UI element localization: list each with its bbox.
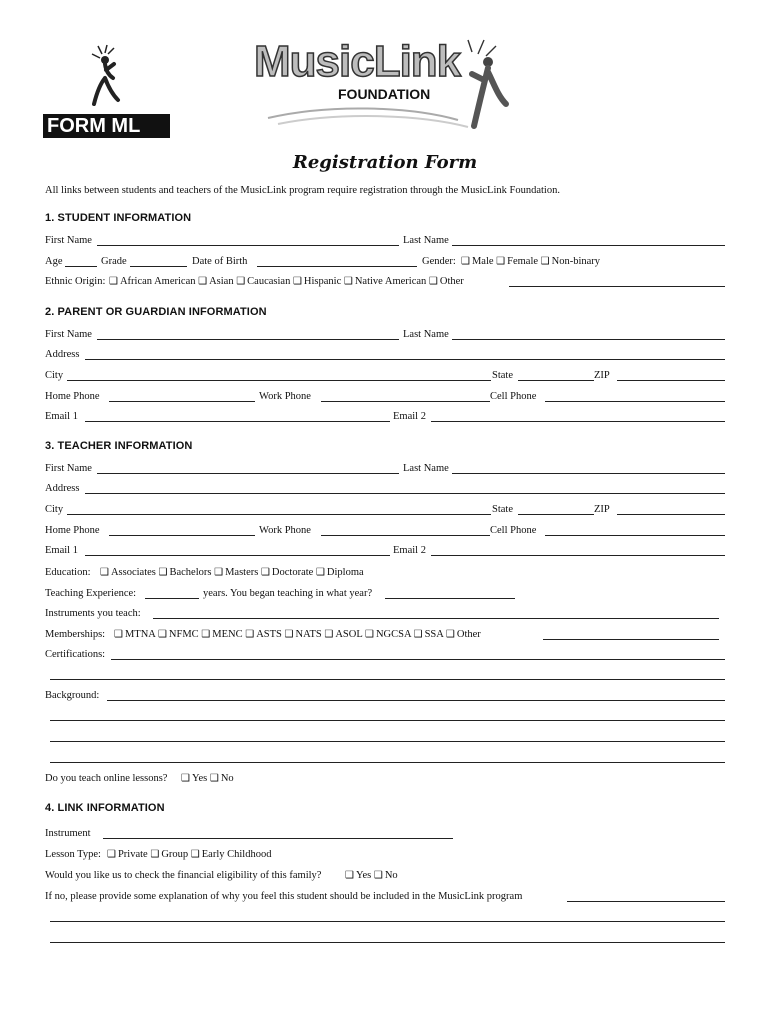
logo-link: Link (373, 37, 461, 86)
form-badge: FORM ML (43, 114, 170, 138)
membership-other-field[interactable] (543, 639, 719, 640)
state-label: State (492, 370, 513, 381)
checkbox-menc[interactable]: ❑ MENC (201, 629, 243, 640)
zip-label: ZIP (594, 370, 610, 381)
instruments-field[interactable] (153, 618, 719, 619)
experience-tail-label: years. You began teaching in what year? (203, 588, 373, 599)
grade-field[interactable] (130, 266, 187, 267)
intro-text: All links between students and teachers of the MusicLink program require registration through the MusicLink Foundation. (45, 185, 560, 196)
teacher-phone-row (45, 524, 725, 538)
parent-city-field[interactable] (67, 380, 491, 381)
certifications-row (45, 648, 725, 662)
checkbox-male[interactable]: ❑ Male (461, 256, 494, 267)
online-options (181, 772, 234, 786)
city-label: City (45, 370, 64, 381)
teacher-email2-field[interactable] (431, 555, 725, 556)
parent-email2-field[interactable] (431, 421, 725, 422)
dob-label: Date of Birth (192, 256, 248, 267)
email1-label: Email 1 (45, 411, 78, 422)
work-phone-label: Work Phone (259, 391, 311, 402)
city-label: City (45, 504, 64, 515)
checkbox-masters[interactable]: ❑ Masters (214, 567, 259, 578)
dancing-figure-logo (80, 44, 130, 108)
dob-field[interactable] (257, 266, 417, 267)
teacher-zip-field[interactable] (617, 514, 725, 515)
checkbox-group[interactable]: ❑ Group (150, 849, 189, 860)
instrument-field[interactable] (103, 838, 453, 839)
parent-city-row (45, 369, 725, 383)
parent-cell-phone-field[interactable] (545, 401, 725, 402)
checkbox-financial-no[interactable]: ❑ No (373, 870, 398, 881)
address-label: Address (45, 349, 80, 360)
background-label: Background: (45, 690, 100, 701)
checkbox-hispanic[interactable]: ❑ Hispanic (292, 276, 342, 287)
checkbox-ngcsa[interactable]: ❑ NGCSA (365, 629, 411, 640)
explanation-line-3[interactable] (50, 942, 725, 943)
certifications-field[interactable] (111, 659, 725, 660)
lesson-type-label: Lesson Type: (45, 849, 101, 860)
ethnic-origin-row (45, 275, 725, 289)
ethnic-options (109, 275, 464, 289)
parent-state-field[interactable] (518, 380, 594, 381)
explanation-row (45, 890, 725, 904)
checkbox-bachelors[interactable]: ❑ Bachelors (158, 567, 212, 578)
checkbox-nats[interactable]: ❑ NATS (284, 629, 322, 640)
checkbox-non-binary[interactable]: ❑ Non-binary (540, 256, 601, 267)
teacher-work-phone-field[interactable] (321, 535, 490, 536)
parent-email-row (45, 410, 725, 424)
lesson-type-options (107, 848, 271, 862)
checkbox-asian[interactable]: ❑ Asian (198, 276, 234, 287)
teacher-name-row (45, 462, 725, 476)
education-row (45, 566, 725, 580)
memberships-label: Memberships: (45, 629, 106, 640)
first-name-label: First Name (45, 235, 92, 246)
explanation-field[interactable] (567, 901, 725, 902)
logo-foundation: FOUNDATION (338, 86, 431, 102)
age-label: Age (45, 256, 63, 267)
financial-options (345, 869, 398, 883)
logo-music: Music (254, 37, 374, 86)
email1-label: Email 1 (45, 545, 78, 556)
checkbox-african-american[interactable]: ❑ African American (109, 276, 196, 287)
work-phone-label: Work Phone (259, 525, 311, 536)
membership-options (114, 628, 481, 642)
parent-info-heading: 2. PARENT OR GUARDIAN INFORMATION (45, 306, 267, 318)
parent-name-row (45, 328, 725, 342)
education-label: Education: (45, 567, 91, 578)
link-info-heading: 4. LINK INFORMATION (45, 802, 165, 814)
teacher-cell-phone-field[interactable] (545, 535, 725, 536)
checkbox-associates[interactable]: ❑ Associates (100, 567, 156, 578)
email2-label: Email 2 (393, 545, 426, 556)
last-name-label: Last Name (403, 463, 449, 474)
teacher-address-field[interactable] (85, 493, 725, 494)
teacher-city-field[interactable] (67, 514, 491, 515)
musiclink-logo (248, 34, 518, 134)
instrument-label: Instrument (45, 828, 91, 839)
explanation-line-2[interactable] (50, 921, 725, 922)
teacher-email-row (45, 544, 725, 558)
parent-last-name-field[interactable] (452, 339, 725, 340)
checkbox-asts[interactable]: ❑ ASTS (245, 629, 282, 640)
last-name-label: Last Name (403, 329, 449, 340)
zip-label: ZIP (594, 504, 610, 515)
checkbox-online-yes[interactable]: ❑ Yes (181, 773, 208, 784)
background-row (45, 689, 725, 703)
form-title: Registration Form (292, 152, 478, 173)
parent-email1-field[interactable] (85, 421, 390, 422)
explanation-label: If no, please provide some explanation of why you feel this student should be included in the MusicLink program (45, 891, 523, 902)
checkbox-diploma[interactable]: ❑ Diploma (315, 567, 364, 578)
online-lessons-label: Do you teach online lessons? (45, 773, 168, 784)
instrument-row (45, 827, 725, 841)
financial-label: Would you like us to check the financial eligibility of this family? (45, 870, 322, 881)
grade-label: Grade (101, 256, 127, 267)
parent-first-name-field[interactable] (97, 339, 399, 340)
background-field[interactable] (107, 700, 725, 701)
email2-label: Email 2 (393, 411, 426, 422)
online-lessons-row (45, 772, 725, 786)
teacher-city-row (45, 503, 725, 517)
checkbox-online-no[interactable]: ❑ No (209, 773, 234, 784)
student-age-row (45, 255, 725, 269)
address-label: Address (45, 483, 80, 494)
parent-work-phone-field[interactable] (321, 401, 490, 402)
ethnic-origin-label: Ethnic Origin: (45, 276, 106, 287)
checkbox-membership-other[interactable]: ❑ Other (445, 629, 481, 640)
checkbox-mtna[interactable]: ❑ MTNA (114, 629, 156, 640)
teacher-home-phone-field[interactable] (109, 535, 255, 536)
parent-zip-field[interactable] (617, 380, 725, 381)
teacher-state-field[interactable] (518, 514, 594, 515)
education-options (100, 566, 364, 580)
teacher-address-row (45, 482, 725, 496)
student-info-heading: 1. STUDENT INFORMATION (45, 212, 192, 224)
cell-phone-label: Cell Phone (490, 391, 537, 402)
memberships-row (45, 628, 725, 642)
teacher-first-name-field[interactable] (97, 473, 399, 474)
parent-home-phone-field[interactable] (109, 401, 255, 402)
cell-phone-label: Cell Phone (490, 525, 537, 536)
checkbox-financial-yes[interactable]: ❑ Yes (345, 870, 372, 881)
background-line-3[interactable] (50, 741, 725, 742)
state-label: State (492, 504, 513, 515)
teacher-last-name-field[interactable] (452, 473, 725, 474)
student-last-name-field[interactable] (452, 245, 725, 246)
checkbox-early-childhood[interactable]: ❑ Early Childhood (190, 849, 272, 860)
checkbox-nfmc[interactable]: ❑ NFMC (157, 629, 199, 640)
background-line-2[interactable] (50, 720, 725, 721)
background-line-4[interactable] (50, 762, 725, 763)
parent-address-field[interactable] (85, 359, 725, 360)
home-phone-label: Home Phone (45, 525, 100, 536)
checkbox-doctorate[interactable]: ❑ Doctorate (260, 567, 314, 578)
gender-label: Gender: (422, 256, 456, 267)
lesson-type-row (45, 848, 725, 862)
home-phone-label: Home Phone (45, 391, 100, 402)
certifications-label: Certifications: (45, 649, 106, 660)
last-name-label: Last Name (403, 235, 449, 246)
checkbox-asol[interactable]: ❑ ASOL (324, 629, 363, 640)
student-name-row (45, 234, 725, 248)
ethnic-other-field[interactable] (509, 286, 725, 287)
checkbox-female[interactable]: ❑ Female (496, 256, 539, 267)
began-teaching-year-field[interactable] (385, 598, 515, 599)
experience-years-field[interactable] (145, 598, 199, 599)
financial-row (45, 869, 725, 883)
checkbox-native-american[interactable]: ❑ Native American (343, 276, 427, 287)
parent-address-row (45, 348, 725, 362)
student-first-name-field[interactable] (97, 245, 399, 246)
teacher-info-heading: 3. TEACHER INFORMATION (45, 440, 193, 452)
certifications-extra-line[interactable] (50, 679, 725, 680)
first-name-label: First Name (45, 463, 92, 474)
gender-options (461, 255, 600, 269)
instruments-row (45, 607, 725, 621)
age-field[interactable] (65, 266, 97, 267)
experience-row (45, 587, 725, 601)
instruments-label: Instruments you teach: (45, 608, 141, 619)
experience-label: Teaching Experience: (45, 588, 137, 599)
checkbox-ethnic-other[interactable]: ❑ Other (428, 276, 464, 287)
checkbox-caucasian[interactable]: ❑ Caucasian (236, 276, 291, 287)
checkbox-ssa[interactable]: ❑ SSA (413, 629, 444, 640)
checkbox-private[interactable]: ❑ Private (107, 849, 148, 860)
parent-phone-row (45, 390, 725, 404)
teacher-email1-field[interactable] (85, 555, 390, 556)
first-name-label: First Name (45, 329, 92, 340)
